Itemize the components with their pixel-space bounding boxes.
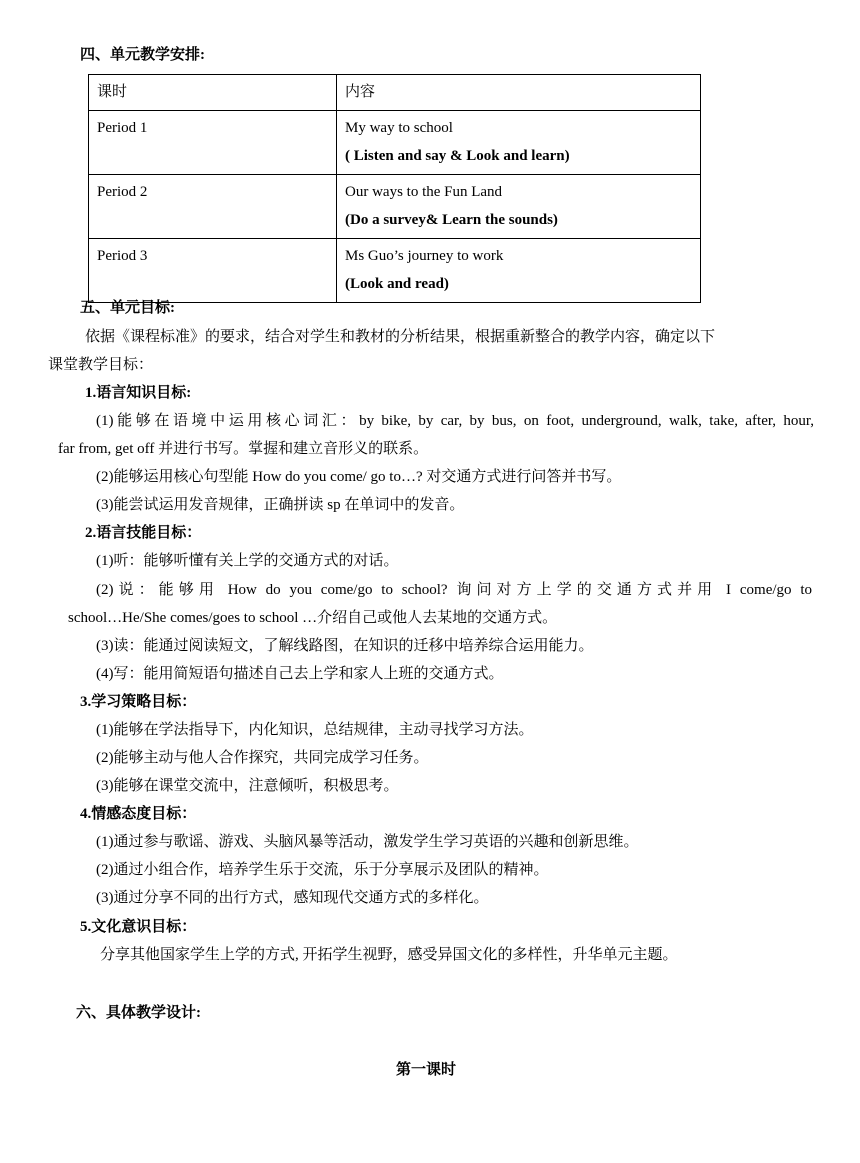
- goal-3-item: (2)能够主动与他人合作探究，共同完成学习任务。: [96, 750, 429, 766]
- section-6-heading: 六、具体教学设计:: [76, 1005, 201, 1021]
- period-cell: Period 1: [89, 111, 337, 175]
- content-cell: [337, 111, 701, 175]
- lesson-1-title: 第一课时: [396, 1062, 457, 1078]
- goal-1-item: (2)能够运用核心句型能 How do you come/ go to…? 对交通方式进行问答并书写。: [96, 469, 622, 485]
- content-activity: (Look and read): [345, 276, 449, 292]
- goal-1-heading: 1.语言知识目标:: [85, 385, 192, 401]
- period-cell: Period 3: [89, 239, 337, 303]
- table-row: [89, 175, 701, 239]
- section-4-heading: 四、单元教学安排:: [80, 47, 205, 63]
- goal-4-item: (3)通过分享不同的出行方式，感知现代交通方式的多样化。: [96, 890, 489, 906]
- header-content: 内容: [337, 75, 701, 111]
- goal-2-item: school…He/She comes/goes to school …介绍自己或他人去某地的交通方式。: [68, 610, 558, 626]
- goal-3-item: (3)能够在课堂交流中，注意倾听，积极思考。: [96, 778, 399, 794]
- content-line: Our ways to the Fun Land: [345, 184, 503, 200]
- goal-2-item: (4)写：能用简短语句描述自己去上学和家人上班的交通方式。: [96, 666, 504, 682]
- goal-2-item: (1)听：能够听懂有关上学的交通方式的对话。: [96, 553, 399, 569]
- intro-line-1: 依据《课程标准》的要求，结合对学生和教材的分析结果，根据重新整合的教学内容，确定以下: [85, 329, 716, 345]
- content-activity: (Do a survey& Learn the sounds): [345, 212, 558, 228]
- goal-3-item: (1)能够在学法指导下，内化知识，总结规律，主动寻找学习方法。: [96, 722, 534, 738]
- section-5-heading: 五、单元目标:: [80, 300, 175, 316]
- intro-line-2: 课堂教学目标：: [48, 357, 154, 373]
- goal-3-heading: 3.学习策略目标：: [80, 694, 197, 710]
- content-cell: [337, 239, 701, 303]
- table-header-row: [89, 75, 701, 111]
- goal-1-item: (1)能够在语境中运用核心词汇：by bike, by car, by bus, on foot, underground, walk, take, after, hour,: [96, 413, 814, 429]
- goal-1-item: (3)能尝试运用发音规律，正确拼读 sp 在单词中的发音。: [96, 497, 465, 513]
- schedule-table: [88, 74, 701, 303]
- content-activity: ( Listen and say & Look and learn): [345, 148, 570, 164]
- goal-4-heading: 4.情感态度目标：: [80, 806, 197, 822]
- goal-4-item: (2)通过小组合作，培养学生乐于交流，乐于分享展示及团队的精神。: [96, 862, 549, 878]
- goal-2-item: (3)读：能通过阅读短文，了解线路图，在知识的迁移中培养综合运用能力。: [96, 638, 594, 654]
- header-period: 课时: [89, 75, 337, 111]
- period-cell: Period 2: [89, 175, 337, 239]
- goal-5-item: 分享其他国家学生上学的方式, 开拓学生视野，感受异国文化的多样性，升华单元主题。: [100, 947, 678, 963]
- goal-4-item: (1)通过参与歌谣、游戏、头脑风暴等活动，激发学生学习英语的兴趣和创新思维。: [96, 834, 639, 850]
- content-cell: [337, 175, 701, 239]
- table-row: [89, 111, 701, 175]
- goal-5-heading: 5.文化意识目标：: [80, 919, 197, 935]
- content-line: Ms Guo’s journey to work: [345, 248, 504, 264]
- goal-1-item: far from, get off 并进行书写。掌握和建立音形义的联系。: [58, 441, 429, 457]
- content-line: My way to school: [345, 120, 453, 136]
- goal-2-item: (2)说：能够用 How do you come/go to school? 询问对方上学的交通方式并用 I come/go to: [96, 582, 812, 598]
- table-row: [89, 239, 701, 303]
- goal-2-heading: 2.语言技能目标：: [85, 525, 202, 541]
